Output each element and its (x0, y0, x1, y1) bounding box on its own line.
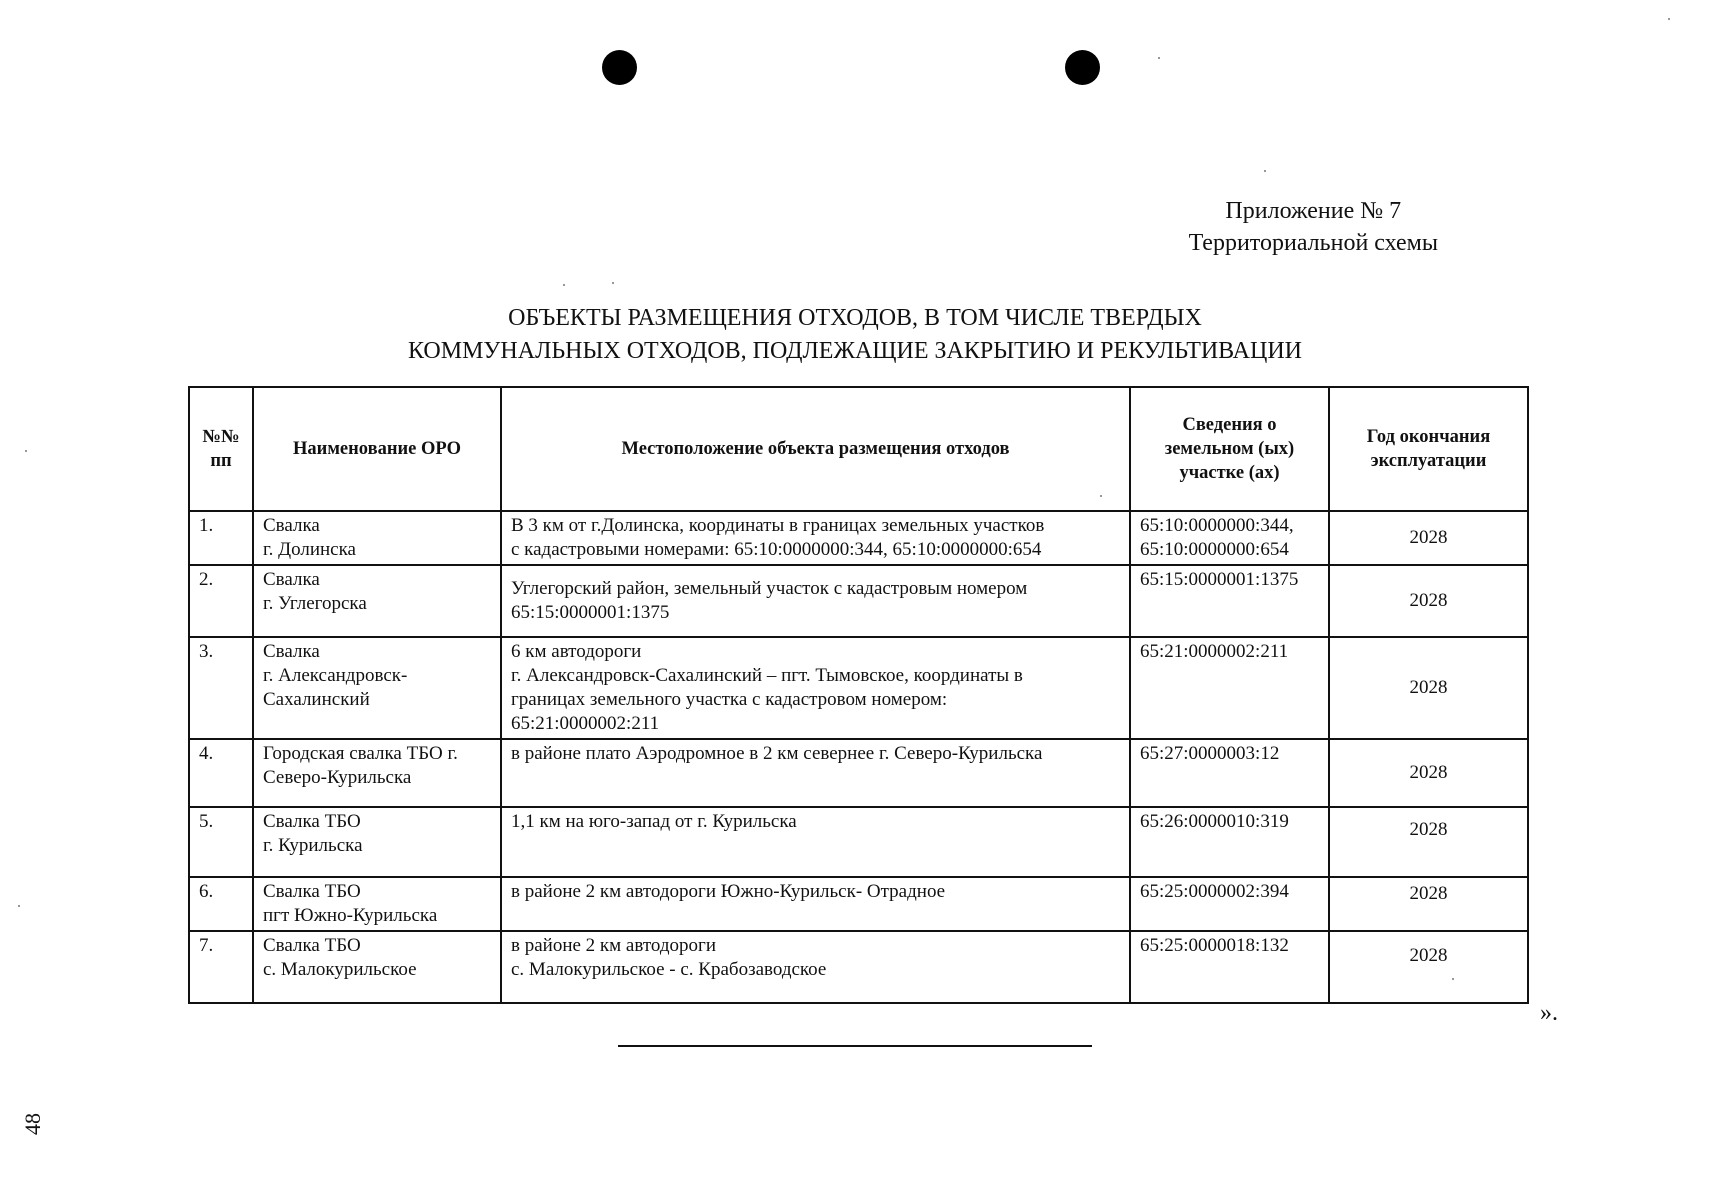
punch-hole-right (1065, 50, 1100, 85)
table-row (189, 807, 1528, 877)
facility-name-line: г. Курильска (263, 835, 363, 856)
location-line: в районе плато Аэродромное в 2 км севернее г. Северо-Курильска (511, 743, 1043, 764)
facility-name (253, 739, 501, 807)
cadastral-line: 65:27:0000003:12 (1140, 743, 1280, 764)
punch-hole-left (602, 50, 637, 85)
facility-location (501, 931, 1130, 1003)
title-line-1: ОБЪЕКТЫ РАЗМЕЩЕНИЯ ОТХОДОВ, В ТОМ ЧИСЛЕ ТВЕРДЫХ (508, 305, 1202, 331)
location-line: г. Александровск-Сахалинский – пгт. Тымовское, координаты в (511, 665, 1023, 686)
row-number: 6. (189, 877, 253, 931)
title-line-2: КОММУНАЛЬНЫХ ОТХОДОВ, ПОДЛЕЖАЩИЕ ЗАКРЫТИЮ И РЕКУЛЬТИВАЦИИ (407, 338, 1303, 364)
facility-name-line: с. Малокурильское (263, 959, 417, 980)
cadastral-line: 65:10:0000000:344, (1140, 515, 1294, 536)
facility-name (253, 637, 501, 739)
row-number: 7. (189, 931, 253, 1003)
cadastral-line: 65:25:0000018:132 (1140, 935, 1289, 956)
header-year-line: Год окончания (1366, 427, 1491, 447)
appendix-source: Территориальной схемы (1188, 230, 1438, 256)
header-land (1130, 387, 1329, 511)
facility-name-line: Свалка (263, 569, 320, 590)
closure-year: 2028 (1329, 739, 1528, 807)
table-row (189, 739, 1528, 807)
cadastral-line: 65:26:0000010:319 (1140, 811, 1289, 832)
location-line: с. Малокурильское - с. Крабозаводское (511, 959, 827, 980)
row-number: 2. (189, 565, 253, 637)
closure-year: 2028 (1329, 807, 1528, 877)
facility-name-line: г. Углегорска (263, 593, 367, 614)
cadastral-numbers (1130, 877, 1329, 931)
table-row (189, 931, 1528, 1003)
table-row (189, 637, 1528, 739)
location-line: Углегорский район, земельный участок с кадастровым номером (511, 578, 1028, 599)
facility-name (253, 511, 501, 565)
location-line: В 3 км от г.Долинска, координаты в границах земельных участков (511, 515, 1045, 536)
cadastral-numbers (1130, 807, 1329, 877)
header-year (1329, 387, 1528, 511)
facility-name-line: г. Александровск- (263, 665, 408, 686)
cadastral-line: 65:25:0000002:394 (1140, 881, 1289, 902)
facility-name-line: Городская свалка ТБО г. (263, 743, 458, 764)
table-header-row (189, 387, 1528, 511)
facility-name (253, 877, 501, 931)
facility-location (501, 877, 1130, 931)
document-title (280, 302, 1430, 368)
facility-name-line: Свалка (263, 641, 320, 662)
scan-speck (25, 450, 27, 452)
waste-facilities-table (188, 386, 1529, 1004)
facility-location (501, 739, 1130, 807)
table-row (189, 511, 1528, 565)
table-row (189, 877, 1528, 931)
cadastral-line: 65:10:0000000:654 (1140, 539, 1289, 560)
facility-location (501, 637, 1130, 739)
scan-speck (1264, 170, 1266, 172)
closure-year: 2028 (1329, 565, 1528, 637)
closure-year: 2028 (1329, 877, 1528, 931)
facility-location (501, 565, 1130, 637)
header-land-line: земельном (ых) (1164, 439, 1295, 459)
location-line: 65:21:0000002:211 (511, 713, 660, 734)
row-number: 5. (189, 807, 253, 877)
end-rule (618, 1045, 1092, 1047)
cadastral-numbers (1130, 565, 1329, 637)
cadastral-numbers (1130, 637, 1329, 739)
header-num (189, 387, 253, 511)
location-line: 65:15:0000001:1375 (511, 602, 670, 623)
header-location: Местоположение объекта размещения отходов (501, 387, 1130, 511)
cadastral-numbers (1130, 931, 1329, 1003)
table-row (189, 565, 1528, 637)
row-number: 1. (189, 511, 253, 565)
handwritten-page-number: 48 (20, 1113, 45, 1135)
facility-name-line: Свалка ТБО (263, 935, 361, 956)
header-land-line: участке (ах) (1179, 463, 1280, 483)
closing-quote: ». (1540, 1000, 1558, 1026)
appendix-number: Приложение № 7 (1225, 198, 1402, 224)
header-year-line: эксплуатации (1370, 451, 1487, 471)
header-name: Наименование ОРО (253, 387, 501, 511)
header-num-line: №№ (202, 427, 240, 447)
facility-name (253, 565, 501, 637)
location-line: в районе 2 км автодороги Южно-Курильск- Отрадное (511, 881, 946, 902)
cadastral-numbers (1130, 739, 1329, 807)
scan-speck (1668, 18, 1670, 20)
facility-name-line: Северо-Курильска (263, 767, 412, 788)
closure-year: 2028 (1329, 931, 1528, 1003)
header-num-line: пп (210, 451, 232, 471)
location-line: границах земельного участка с кадастровом номером: (511, 689, 948, 710)
location-line: 6 км автодороги (511, 641, 642, 662)
location-line: с кадастровыми номерами: 65:10:0000000:344, 65:10:0000000:654 (511, 539, 1042, 560)
facility-name-line: Свалка ТБО (263, 811, 361, 832)
facility-name (253, 807, 501, 877)
facility-name (253, 931, 501, 1003)
facility-name-line: Свалка ТБО (263, 881, 361, 902)
location-line: 1,1 км на юго-запад от г. Курильска (511, 811, 797, 832)
facility-name-line: пгт Южно-Курильска (263, 905, 438, 926)
scan-speck (563, 284, 565, 286)
closure-year: 2028 (1329, 637, 1528, 739)
facility-name-line: Сахалинский (263, 689, 370, 710)
scan-speck (612, 282, 614, 284)
closure-year: 2028 (1329, 511, 1528, 565)
header-land-line: Сведения о (1182, 415, 1277, 435)
row-number: 3. (189, 637, 253, 739)
cadastral-line: 65:21:0000002:211 (1140, 641, 1289, 662)
cadastral-numbers (1130, 511, 1329, 565)
location-line: в районе 2 км автодороги (511, 935, 716, 956)
facility-location (501, 807, 1130, 877)
facility-name-line: г. Долинска (263, 539, 356, 560)
cadastral-line: 65:15:0000001:1375 (1140, 569, 1299, 590)
appendix-label (1189, 195, 1438, 259)
scan-speck (18, 905, 20, 907)
facility-location (501, 511, 1130, 565)
row-number: 4. (189, 739, 253, 807)
scan-speck (1158, 57, 1160, 59)
facility-name-line: Свалка (263, 515, 320, 536)
